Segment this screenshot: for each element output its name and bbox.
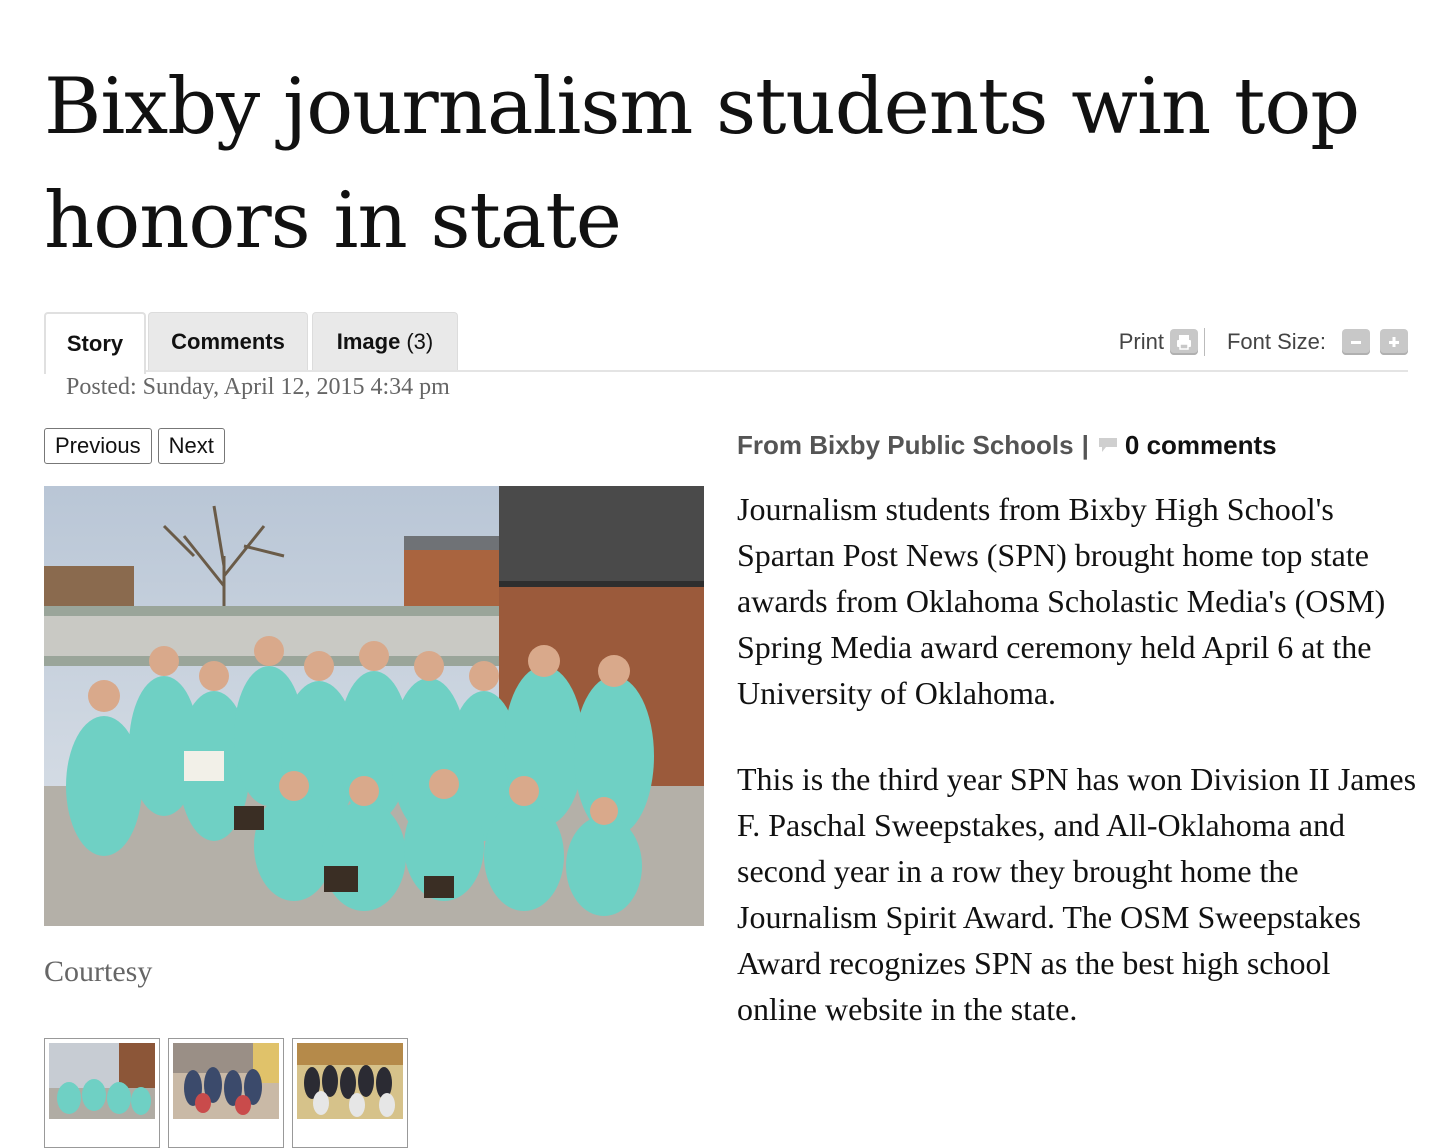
article-paragraph: Journalism students from Bixby High School's Spartan Post News (SPN) brought home top state awards from Oklahoma Scholastic Media's (OSM) Spring Media award ceremony held April 6 at the University of Oklahoma.: [737, 491, 1386, 711]
thumbnail-3[interactable]: [292, 1038, 408, 1148]
minus-icon[interactable]: [1342, 329, 1370, 355]
tab-divider: [146, 370, 1408, 372]
thumbnail-1[interactable]: [44, 1038, 160, 1148]
comments-count-link[interactable]: 0 comments: [1124, 430, 1277, 460]
tab-image-count: (3): [406, 328, 434, 354]
thumbnail-strip: [44, 1038, 408, 1148]
article-byline: [737, 430, 1277, 461]
tab-story[interactable]: [44, 312, 146, 374]
tab-image-label: Image: [336, 328, 401, 354]
tab-comments[interactable]: [148, 312, 308, 370]
plus-icon[interactable]: [1380, 329, 1408, 355]
previous-button[interactable]: Previous: [44, 428, 152, 464]
posted-date: Posted: Sunday, April 12, 2015 4:34 pm: [66, 374, 450, 400]
photo-caption: Courtesy: [44, 955, 153, 988]
main-photo[interactable]: [44, 486, 704, 926]
print-label: Print: [1118, 329, 1164, 354]
article-headline: Bixby journalism students win top honors in state: [44, 62, 1360, 266]
tab-comments-label: Comments: [171, 328, 285, 354]
next-button[interactable]: Next: [158, 428, 225, 464]
article-tools: [1119, 326, 1408, 358]
tab-image[interactable]: [312, 312, 458, 370]
tools-separator: [1204, 328, 1205, 356]
gallery-nav: [44, 428, 225, 464]
comment-bubble-icon: [1097, 430, 1119, 461]
byline-separator: |: [1081, 430, 1089, 460]
article-body: [737, 486, 1417, 1072]
article-paragraph: This is the third year SPN has won Division II James F. Paschal Sweepstakes, and All-Oklahoma and second year in a row they brought home the Journalism Spirit Award. The OSM Sweepstakes Award recognizes SPN as the best high school online website in the state.: [737, 761, 1417, 1027]
printer-icon[interactable]: [1170, 329, 1198, 355]
article-source: From Bixby Public Schools: [737, 430, 1074, 460]
thumbnail-2[interactable]: [168, 1038, 284, 1148]
tab-story-label: Story: [66, 331, 124, 356]
font-size-label: Font Size:: [1226, 329, 1326, 354]
